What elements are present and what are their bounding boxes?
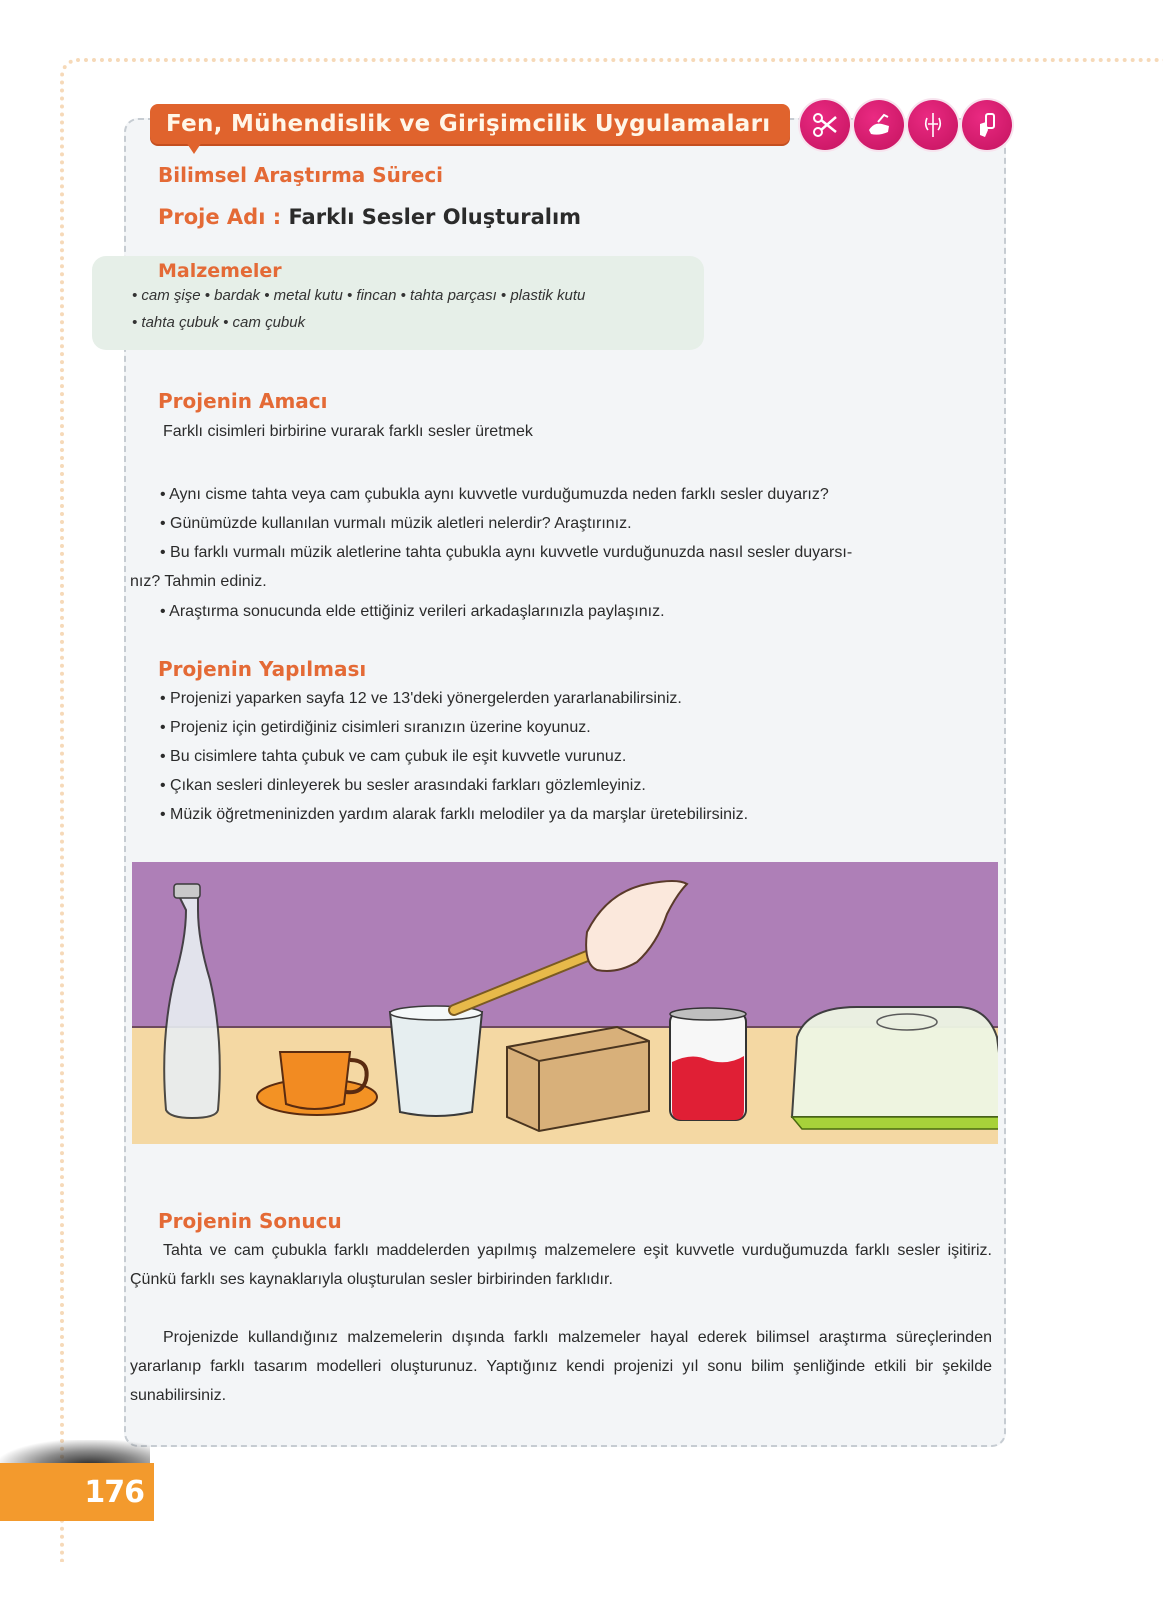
making-step-3: • Bu cisimlere tahta çubuk ve cam çubuk ile eşit kuvvetle vurunuz. [160, 748, 627, 765]
making-step-5: • Müzik öğretmeninizden yardım alarak farklı melodiler ya da marşlar üretebilirsiniz. [160, 806, 749, 823]
result-paragraph-1: Tahta ve cam çubukla farklı maddelerden yapılmış malzemelere eşit kuvvetle vurduğumuzda farklı sesler işitiriz. Çünkü farklı ses kaynaklarıyla oluşturulan sesler birbirinden farklıdır. [130, 1242, 992, 1288]
banner-title: Fen, Mühendislik ve Girişimcilik Uygulamaları [166, 111, 771, 137]
result-title: Projenin Sonucu [158, 1209, 342, 1233]
making-step-4: • Çıkan sesleri dinleyerek bu sesler arasındaki farkları gözlemleyiniz. [160, 777, 646, 794]
result-paragraph-2: Projenizde kullandığınız malzemelerin dışında farklı malzemeler hayal ederek bilimsel araştırma süreçlerinden yararlanıp farklı tasarım modelleri oluşturunuz. Yaptığınız kendi projenizi yıl sonu bilim şenliğinde etkili bir şekilde sunabilirsiniz. [130, 1329, 992, 1404]
materials-title: Malzemeler [158, 260, 282, 282]
activity-icons [800, 100, 1012, 150]
materials-box [92, 256, 704, 350]
question-1: • Aynı cisme tahta veya cam çubukla aynı kuvvetle vurduğumuzda neden farklı sesler duyarız? [160, 486, 829, 503]
aim-title: Projenin Amacı [158, 389, 328, 413]
page-number-tab [0, 1463, 154, 1521]
project-name-row [158, 205, 581, 229]
question-4: • Araştırma sonucunda elde ettiğiniz verileri arkadaşlarınızla paylaşınız. [160, 603, 665, 620]
materials-list-line-1: • cam şişe • bardak • metal kutu • fincan • tahta parçası • plastik kutu [132, 287, 586, 304]
question-2: • Günümüzde kullanılan vurmalı müzik aletleri nelerdir? Araştırınız. [160, 515, 632, 532]
question-3: • Bu farklı vurmalı müzik aletlerine tahta çubukla aynı kuvvetle vurduğunuzda nasıl sesler duyarsı- [160, 544, 853, 561]
hand-device-icon [962, 100, 1012, 150]
making-step-2: • Projeniz için getirdiğiniz cisimleri sıranızın üzerine koyunuz. [160, 719, 591, 736]
design-sketch-icon [908, 100, 958, 150]
experiment-illustration [132, 862, 998, 1144]
question-3-continued: nız? Tahmin ediniz. [130, 573, 267, 590]
materials-list-line-2: • tahta çubuk • cam çubuk [132, 314, 306, 331]
making-step-1: • Projenizi yaparken sayfa 12 ve 13'deki yönergelerden yararlanabilirsiniz. [160, 690, 682, 707]
banner-pointer [186, 142, 202, 154]
aim-text: Farklı cisimleri birbirine vurarak farklı sesler üretmek [163, 423, 533, 440]
scissors-icon [800, 100, 850, 150]
project-name: Farklı Sesler Oluşturalım [288, 205, 582, 229]
section-banner [150, 104, 790, 144]
illustration-objects [132, 862, 998, 1144]
page-number: 176 [84, 1474, 144, 1510]
making-title: Projenin Yapılması [158, 657, 367, 681]
project-label: Proje Adı : [158, 205, 282, 229]
hands-icon [854, 100, 904, 150]
section-title: Bilimsel Araştırma Süreci [158, 163, 444, 187]
